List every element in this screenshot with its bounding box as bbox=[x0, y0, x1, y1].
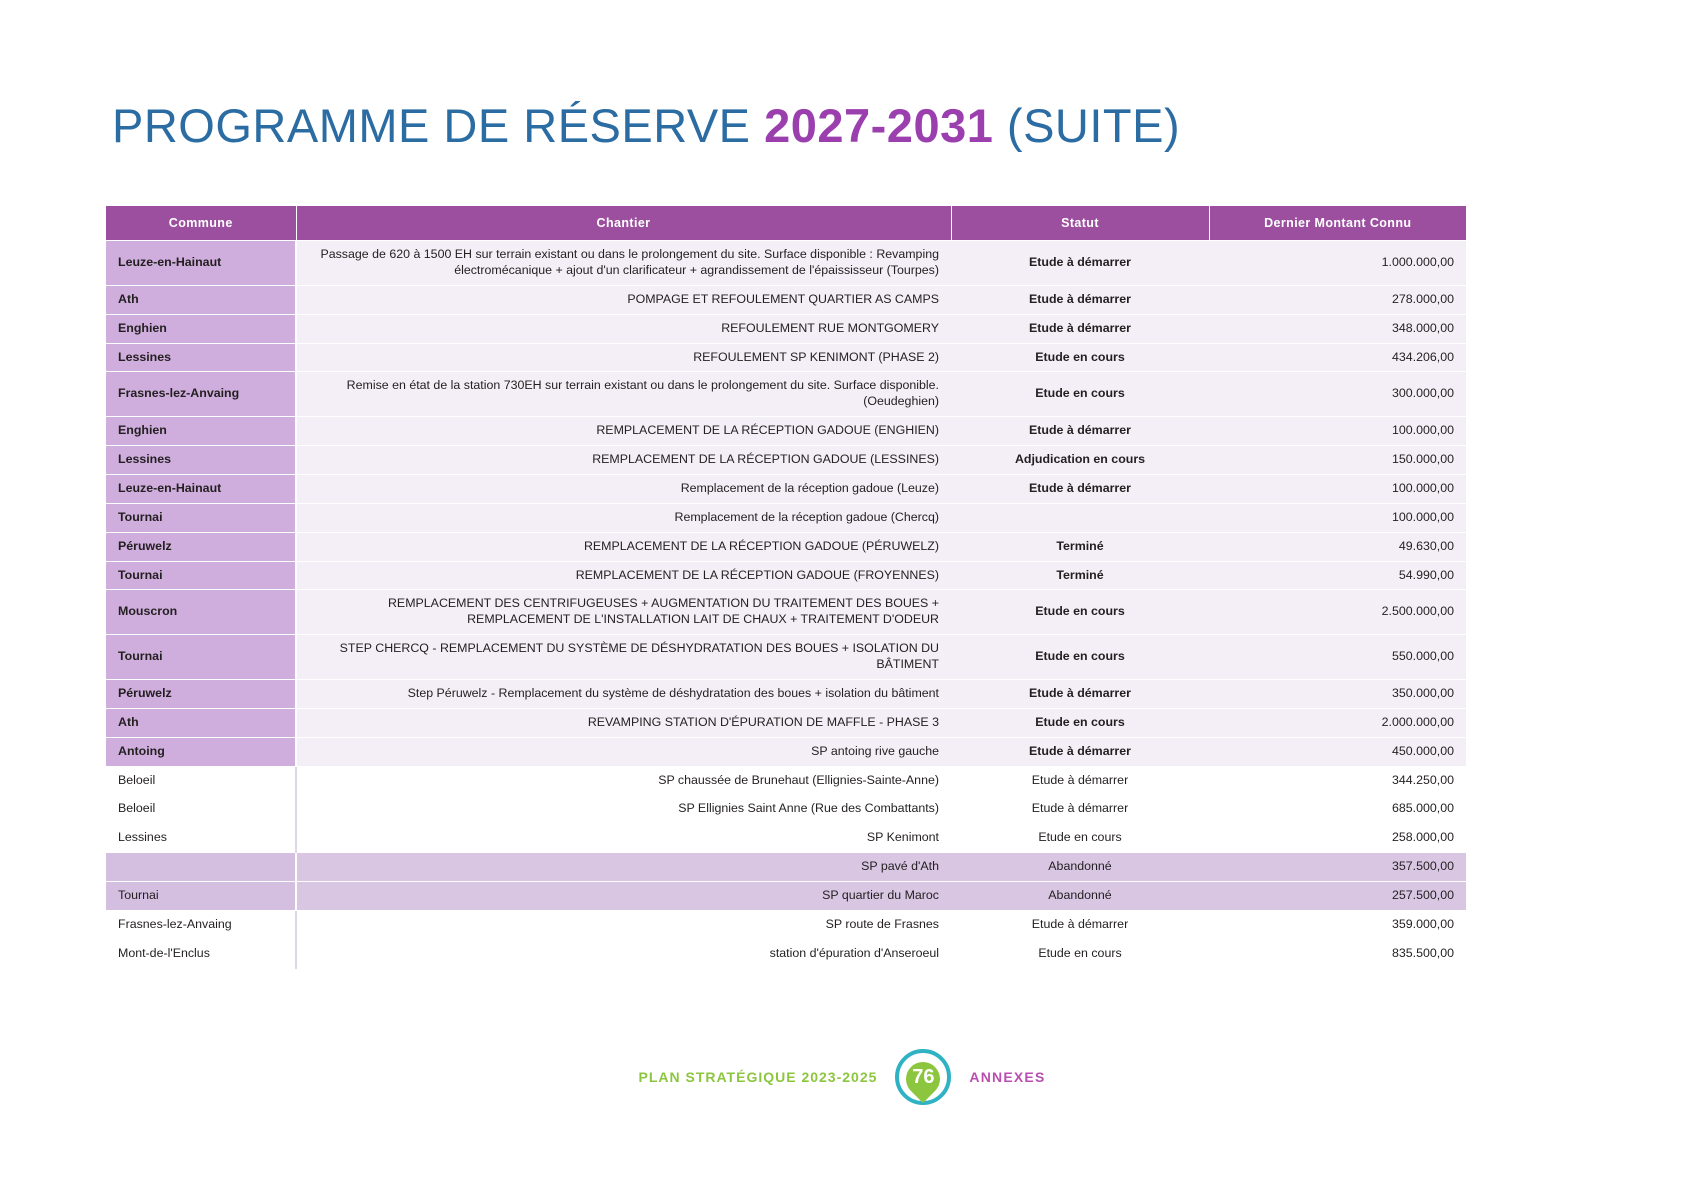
cell-chantier: REFOULEMENT SP KENIMONT (PHASE 2) bbox=[296, 343, 951, 372]
table-body bbox=[106, 241, 1466, 969]
table-row bbox=[106, 561, 1466, 590]
cell-statut: Etude à démarrer bbox=[951, 766, 1209, 795]
table-row bbox=[106, 532, 1466, 561]
table-row bbox=[106, 635, 1466, 680]
column-header-commune: Commune bbox=[106, 206, 296, 241]
cell-chantier: Passage de 620 à 1500 EH sur terrain existant ou dans le prolongement du site. Surface disponible : Revamping électromécanique + ajout d'un clarificateur + agrandissement de l'épaississeur (Tourpes) bbox=[296, 241, 951, 286]
cell-montant: 434.206,00 bbox=[1209, 343, 1466, 372]
cell-montant: 278.000,00 bbox=[1209, 285, 1466, 314]
cell-montant: 258.000,00 bbox=[1209, 824, 1466, 853]
cell-commune: Leuze-en-Hainaut bbox=[106, 241, 296, 286]
cell-montant: 100.000,00 bbox=[1209, 417, 1466, 446]
cell-chantier: Step Péruwelz - Remplacement du système de déshydratation des boues + isolation du bâtiment bbox=[296, 679, 951, 708]
footer-section-label: ANNEXES bbox=[969, 1069, 1046, 1085]
table-row bbox=[106, 503, 1466, 532]
page-title-years: 2027-2031 bbox=[764, 99, 994, 152]
table-row bbox=[106, 241, 1466, 286]
cell-statut: Etude en cours bbox=[951, 590, 1209, 635]
cell-montant: 344.250,00 bbox=[1209, 766, 1466, 795]
cell-montant: 100.000,00 bbox=[1209, 474, 1466, 503]
cell-statut: Etude à démarrer bbox=[951, 417, 1209, 446]
table-row bbox=[106, 910, 1466, 939]
table-row bbox=[106, 853, 1466, 882]
cell-montant: 550.000,00 bbox=[1209, 635, 1466, 680]
cell-statut: Etude à démarrer bbox=[951, 737, 1209, 766]
cell-commune: Leuze-en-Hainaut bbox=[106, 474, 296, 503]
cell-statut bbox=[951, 503, 1209, 532]
reserve-program-table bbox=[106, 205, 1466, 969]
cell-commune: Antoing bbox=[106, 737, 296, 766]
page-title-main: PROGRAMME DE RÉSERVE bbox=[112, 99, 765, 152]
cell-chantier: REMPLACEMENT DE LA RÉCEPTION GADOUE (ENGHIEN) bbox=[296, 417, 951, 446]
table-row bbox=[106, 417, 1466, 446]
table-row bbox=[106, 446, 1466, 475]
cell-commune: Frasnes-lez-Anvaing bbox=[106, 372, 296, 417]
cell-chantier: SP pavé d'Ath bbox=[296, 853, 951, 882]
cell-chantier: SP Ellignies Saint Anne (Rue des Combattants) bbox=[296, 795, 951, 824]
table-row bbox=[106, 343, 1466, 372]
table-row bbox=[106, 708, 1466, 737]
table-row bbox=[106, 679, 1466, 708]
cell-statut: Etude en cours bbox=[951, 824, 1209, 853]
cell-statut: Abandonné bbox=[951, 882, 1209, 911]
cell-commune: Tournai bbox=[106, 635, 296, 680]
cell-commune: Péruwelz bbox=[106, 532, 296, 561]
table-row bbox=[106, 939, 1466, 968]
cell-commune: Tournai bbox=[106, 882, 296, 911]
page-number-badge bbox=[895, 1049, 951, 1105]
cell-chantier: SP route de Frasnes bbox=[296, 910, 951, 939]
cell-chantier: REMPLACEMENT DE LA RÉCEPTION GADOUE (PÉRUWELZ) bbox=[296, 532, 951, 561]
cell-montant: 257.500,00 bbox=[1209, 882, 1466, 911]
cell-commune: Tournai bbox=[106, 561, 296, 590]
cell-statut: Terminé bbox=[951, 561, 1209, 590]
table-row bbox=[106, 314, 1466, 343]
cell-montant: 49.630,00 bbox=[1209, 532, 1466, 561]
cell-chantier: SP antoing rive gauche bbox=[296, 737, 951, 766]
cell-commune bbox=[106, 853, 296, 882]
cell-statut: Etude en cours bbox=[951, 708, 1209, 737]
cell-commune: Frasnes-lez-Anvaing bbox=[106, 910, 296, 939]
column-header-statut: Statut bbox=[951, 206, 1209, 241]
cell-statut: Etude à démarrer bbox=[951, 241, 1209, 286]
page-title-suffix: (SUITE) bbox=[993, 99, 1181, 152]
table-row bbox=[106, 372, 1466, 417]
table-row bbox=[106, 824, 1466, 853]
column-header-chantier: Chantier bbox=[296, 206, 951, 241]
table-row bbox=[106, 590, 1466, 635]
footer-plan-label: PLAN STRATÉGIQUE 2023-2025 bbox=[638, 1069, 878, 1085]
cell-commune: Ath bbox=[106, 285, 296, 314]
cell-commune: Enghien bbox=[106, 314, 296, 343]
cell-montant: 54.990,00 bbox=[1209, 561, 1466, 590]
cell-commune: Lessines bbox=[106, 824, 296, 853]
cell-montant: 450.000,00 bbox=[1209, 737, 1466, 766]
cell-statut: Abandonné bbox=[951, 853, 1209, 882]
cell-statut: Etude à démarrer bbox=[951, 679, 1209, 708]
cell-montant: 685.000,00 bbox=[1209, 795, 1466, 824]
cell-montant: 300.000,00 bbox=[1209, 372, 1466, 417]
table-row bbox=[106, 882, 1466, 911]
table-header-row bbox=[106, 206, 1466, 241]
cell-statut: Etude à démarrer bbox=[951, 795, 1209, 824]
cell-montant: 1.000.000,00 bbox=[1209, 241, 1466, 286]
cell-commune: Lessines bbox=[106, 446, 296, 475]
page-footer bbox=[0, 1049, 1684, 1105]
cell-montant: 348.000,00 bbox=[1209, 314, 1466, 343]
cell-chantier: Remplacement de la réception gadoue (Leuze) bbox=[296, 474, 951, 503]
cell-statut: Etude en cours bbox=[951, 635, 1209, 680]
cell-chantier: STEP CHERCQ - REMPLACEMENT DU SYSTÈME DE DÉSHYDRATATION DES BOUES + ISOLATION DU BÂTIMENT bbox=[296, 635, 951, 680]
table-row bbox=[106, 737, 1466, 766]
cell-commune: Péruwelz bbox=[106, 679, 296, 708]
cell-commune: Enghien bbox=[106, 417, 296, 446]
cell-montant: 835.500,00 bbox=[1209, 939, 1466, 968]
page-title bbox=[112, 98, 1180, 153]
page-number: 76 bbox=[912, 1065, 935, 1088]
cell-montant: 359.000,00 bbox=[1209, 910, 1466, 939]
cell-commune: Mont-de-l'Enclus bbox=[106, 939, 296, 968]
cell-chantier: REMPLACEMENT DE LA RÉCEPTION GADOUE (FROYENNES) bbox=[296, 561, 951, 590]
cell-montant: 100.000,00 bbox=[1209, 503, 1466, 532]
cell-montant: 2.000.000,00 bbox=[1209, 708, 1466, 737]
table-row bbox=[106, 766, 1466, 795]
cell-statut: Etude à démarrer bbox=[951, 910, 1209, 939]
cell-statut: Etude en cours bbox=[951, 939, 1209, 968]
cell-statut: Etude à démarrer bbox=[951, 285, 1209, 314]
cell-chantier: REMPLACEMENT DE LA RÉCEPTION GADOUE (LESSINES) bbox=[296, 446, 951, 475]
cell-commune: Ath bbox=[106, 708, 296, 737]
cell-commune: Mouscron bbox=[106, 590, 296, 635]
cell-statut: Terminé bbox=[951, 532, 1209, 561]
cell-statut: Etude en cours bbox=[951, 343, 1209, 372]
cell-chantier: REVAMPING STATION D'ÉPURATION DE MAFFLE - PHASE 3 bbox=[296, 708, 951, 737]
cell-statut: Etude en cours bbox=[951, 372, 1209, 417]
table-row bbox=[106, 474, 1466, 503]
cell-chantier: POMPAGE ET REFOULEMENT QUARTIER AS CAMPS bbox=[296, 285, 951, 314]
column-header-montant: Dernier Montant Connu bbox=[1209, 206, 1466, 241]
table-row bbox=[106, 795, 1466, 824]
cell-montant: 2.500.000,00 bbox=[1209, 590, 1466, 635]
cell-montant: 150.000,00 bbox=[1209, 446, 1466, 475]
cell-chantier: SP chaussée de Brunehaut (Ellignies-Sainte-Anne) bbox=[296, 766, 951, 795]
cell-chantier: Remplacement de la réception gadoue (Chercq) bbox=[296, 503, 951, 532]
cell-commune: Beloeil bbox=[106, 766, 296, 795]
cell-chantier: SP quartier du Maroc bbox=[296, 882, 951, 911]
table-row bbox=[106, 285, 1466, 314]
cell-statut: Adjudication en cours bbox=[951, 446, 1209, 475]
cell-chantier: station d'épuration d'Anseroeul bbox=[296, 939, 951, 968]
cell-chantier: Remise en état de la station 730EH sur terrain existant ou dans le prolongement du site. Surface disponible. (Oeudeghien) bbox=[296, 372, 951, 417]
cell-montant: 350.000,00 bbox=[1209, 679, 1466, 708]
cell-statut: Etude à démarrer bbox=[951, 474, 1209, 503]
cell-commune: Lessines bbox=[106, 343, 296, 372]
cell-chantier: REFOULEMENT RUE MONTGOMERY bbox=[296, 314, 951, 343]
cell-statut: Etude à démarrer bbox=[951, 314, 1209, 343]
cell-chantier: REMPLACEMENT DES CENTRIFUGEUSES + AUGMENTATION DU TRAITEMENT DES BOUES + REMPLACEMENT DE L'INSTALLATION LAIT DE CHAUX + TRAITEMENT D'ODEUR bbox=[296, 590, 951, 635]
cell-montant: 357.500,00 bbox=[1209, 853, 1466, 882]
cell-chantier: SP Kenimont bbox=[296, 824, 951, 853]
cell-commune: Beloeil bbox=[106, 795, 296, 824]
cell-commune: Tournai bbox=[106, 503, 296, 532]
